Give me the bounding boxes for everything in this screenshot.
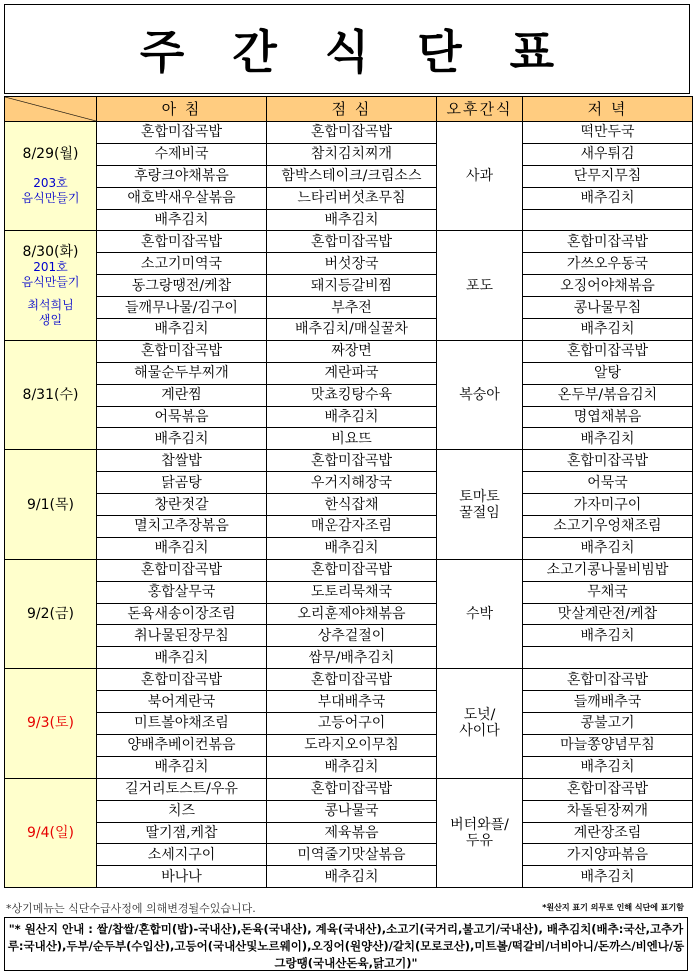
lunch-item: 비요뜨	[267, 428, 437, 450]
menu-row	[5, 494, 693, 516]
breakfast-item: 창란젓갈	[97, 494, 267, 516]
lunch-item: 혼합미잡곡밥	[267, 778, 437, 800]
lunch-item: 배추김치	[267, 756, 437, 778]
breakfast-item: 해물순두부찌개	[97, 362, 267, 384]
menu-row	[5, 122, 693, 144]
lunch-item: 고등어구이	[267, 713, 437, 735]
breakfast-item: 멸치고추장볶음	[97, 516, 267, 538]
breakfast-item: 미트볼야채조림	[97, 713, 267, 735]
breakfast-item: 후랑크야채볶음	[97, 165, 267, 187]
lunch-item: 도라지오이무침	[267, 734, 437, 756]
dinner-item: 새우튀김	[523, 143, 693, 165]
breakfast-item: 혼합미잡곡밥	[97, 669, 267, 691]
dinner-item: 배추김치	[523, 866, 693, 888]
snack-cell: 토마토 꿀절임	[437, 450, 523, 559]
lunch-item: 미역줄기맛살볶음	[267, 844, 437, 866]
dinner-item: 떡만두국	[523, 122, 693, 144]
dinner-item: 온두부/볶음김치	[523, 384, 693, 406]
menu-row	[5, 209, 693, 231]
lunch-item: 혼합미잡곡밥	[267, 122, 437, 144]
lunch-item: 버섯장국	[267, 253, 437, 275]
day-note: 최석희님	[27, 297, 74, 312]
lunch-item: 혼합미잡곡밥	[267, 669, 437, 691]
snack-cell: 포도	[437, 231, 523, 340]
menu-row	[5, 340, 693, 362]
menu-row	[5, 362, 693, 384]
dinner-item: 마늘쫑양념무침	[523, 734, 693, 756]
menu-row	[5, 428, 693, 450]
menu-row	[5, 406, 693, 428]
dinner-item: 배추김치	[523, 625, 693, 647]
lunch-item: 참치김치찌개	[267, 143, 437, 165]
menu-row	[5, 559, 693, 581]
day-note: 음식만들기	[21, 274, 80, 289]
lunch-item: 느타리버섯초무침	[267, 187, 437, 209]
menu-row	[5, 231, 693, 253]
breakfast-item: 혼합미잡곡밥	[97, 559, 267, 581]
menu-row	[5, 253, 693, 275]
day-cell	[5, 778, 97, 887]
breakfast-item: 소세지구이	[97, 844, 267, 866]
dinner-item: 배추김치	[523, 428, 693, 450]
lunch-item: 도토리묵채국	[267, 581, 437, 603]
corner-cell	[5, 97, 97, 122]
day-cell	[5, 669, 97, 778]
breakfast-item: 홍합살무국	[97, 581, 267, 603]
day-date: 9/2(금)	[27, 606, 74, 623]
page-title: 주간식단표	[139, 25, 603, 79]
menu-row	[5, 319, 693, 341]
menu-row	[5, 165, 693, 187]
lunch-item: 한식잡채	[267, 494, 437, 516]
dinner-item: 단무지무침	[523, 165, 693, 187]
day-note: 음식만들기	[21, 191, 80, 206]
dinner-item: 계란장조림	[523, 822, 693, 844]
menu-page	[4, 4, 690, 970]
breakfast-item: 돈육새송이장조림	[97, 603, 267, 625]
day-date: 8/30(화)	[22, 243, 79, 260]
menu-row	[5, 734, 693, 756]
day-note: 201호	[33, 259, 68, 274]
dinner-item	[523, 209, 693, 231]
dinner-item: 맛살계란전/케찹	[523, 603, 693, 625]
breakfast-item: 닭곰탕	[97, 472, 267, 494]
breakfast-item: 배추김치	[97, 319, 267, 341]
dinner-item: 들깨배추국	[523, 691, 693, 713]
breakfast-item: 양배추베이컨볶음	[97, 734, 267, 756]
dinner-item: 혼합미잡곡밥	[523, 340, 693, 362]
day-cell	[5, 340, 97, 449]
footer-disclaimer: *상기메뉴는 식단수급사정에 의해변경될수있습니다.	[6, 902, 256, 915]
breakfast-item: 북어계란국	[97, 691, 267, 713]
dinner-item: 혼합미잡곡밥	[523, 450, 693, 472]
dinner-item: 오징어야채볶음	[523, 275, 693, 297]
menu-row	[5, 822, 693, 844]
breakfast-item: 길거리토스트/우유	[97, 778, 267, 800]
dinner-item: 콩불고기	[523, 713, 693, 735]
lunch-item: 배추김치	[267, 209, 437, 231]
lunch-item: 오리훈제야채볶음	[267, 603, 437, 625]
lunch-item: 함박스테이크/크림소스	[267, 165, 437, 187]
day-date: 8/29(월)	[22, 146, 79, 163]
lunch-item: 제육볶음	[267, 822, 437, 844]
breakfast-item: 딸기잼,케찹	[97, 822, 267, 844]
menu-row	[5, 669, 693, 691]
dinner-item: 배추김치	[523, 319, 693, 341]
breakfast-item: 배추김치	[97, 647, 267, 669]
menu-row	[5, 516, 693, 538]
snack-cell: 수박	[437, 559, 523, 668]
breakfast-item: 배추김치	[97, 428, 267, 450]
breakfast-item: 배추김치	[97, 537, 267, 559]
lunch-item: 배추김치	[267, 866, 437, 888]
dinner-item: 콩나물무침	[523, 297, 693, 319]
breakfast-item: 혼합미잡곡밥	[97, 340, 267, 362]
menu-row	[5, 713, 693, 735]
dinner-item: 가자미구이	[523, 494, 693, 516]
breakfast-item: 계란찜	[97, 384, 267, 406]
menu-row	[5, 537, 693, 559]
menu-row	[5, 647, 693, 669]
menu-row	[5, 275, 693, 297]
breakfast-item: 애호박새우살볶음	[97, 187, 267, 209]
day-cell	[5, 559, 97, 668]
day-date: 9/1(목)	[27, 496, 74, 513]
lunch-item: 돼지등갈비찜	[267, 275, 437, 297]
title-box	[4, 4, 690, 94]
day-note	[5, 290, 96, 298]
breakfast-item: 수제비국	[97, 143, 267, 165]
lunch-item: 혼합미잡곡밥	[267, 559, 437, 581]
menu-row	[5, 581, 693, 603]
lunch-item: 우거지해장국	[267, 472, 437, 494]
breakfast-item: 혼합미잡곡밥	[97, 231, 267, 253]
dinner-item: 명엽채볶음	[523, 406, 693, 428]
lunch-item: 부추전	[267, 297, 437, 319]
lunch-item: 상추겉절이	[267, 625, 437, 647]
menu-row	[5, 384, 693, 406]
lunch-item: 짜장면	[267, 340, 437, 362]
dinner-item: 소고기콩나물비빔밥	[523, 559, 693, 581]
dinner-item: 가쓰오우동국	[523, 253, 693, 275]
snack-cell: 버터와플/ 두유	[437, 778, 523, 887]
menu-row	[5, 756, 693, 778]
dinner-item: 배추김치	[523, 187, 693, 209]
dinner-item: 혼합미잡곡밥	[523, 669, 693, 691]
breakfast-item: 취나물된장무침	[97, 625, 267, 647]
day-cell	[5, 122, 97, 231]
footer-line	[4, 897, 690, 917]
menu-row	[5, 297, 693, 319]
dinner-item: 배추김치	[523, 537, 693, 559]
snack-cell: 복숭아	[437, 340, 523, 449]
menu-row	[5, 472, 693, 494]
breakfast-item: 배추김치	[97, 756, 267, 778]
lunch-item: 혼합미잡곡밥	[267, 231, 437, 253]
dinner-item: 어묵국	[523, 472, 693, 494]
weekly-menu-table	[4, 96, 693, 888]
lunch-item: 콩나물국	[267, 800, 437, 822]
lunch-item: 배추김치/매실꿀차	[267, 319, 437, 341]
lunch-item: 계란파국	[267, 362, 437, 384]
menu-row	[5, 625, 693, 647]
dinner-item: 차돌된장찌개	[523, 800, 693, 822]
day-date: 9/4(일)	[27, 824, 74, 841]
header-breakfast: 아 침	[97, 97, 267, 122]
dinner-item: 가지양파볶음	[523, 844, 693, 866]
lunch-item: 혼합미잡곡밥	[267, 450, 437, 472]
day-note: 생일	[38, 312, 63, 327]
breakfast-item: 들깨무나물/김구이	[97, 297, 267, 319]
dinner-item: 소고기우엉채조림	[523, 516, 693, 538]
day-date: 9/3(토)	[27, 715, 74, 732]
breakfast-item: 동그랑땡전/케찹	[97, 275, 267, 297]
lunch-item: 배추김치	[267, 537, 437, 559]
lunch-item: 배추김치	[267, 406, 437, 428]
breakfast-item: 찹쌀밥	[97, 450, 267, 472]
breakfast-item: 혼합미잡곡밥	[97, 122, 267, 144]
lunch-item: 맛쵸킹탕수육	[267, 384, 437, 406]
breakfast-item: 소고기미역국	[97, 253, 267, 275]
menu-row	[5, 778, 693, 800]
dinner-item: 혼합미잡곡밥	[523, 231, 693, 253]
breakfast-item: 치즈	[97, 800, 267, 822]
day-cell	[5, 231, 97, 340]
header-row	[5, 97, 693, 122]
lunch-item: 매운감자조림	[267, 516, 437, 538]
menu-row	[5, 143, 693, 165]
header-dinner: 저 녁	[523, 97, 693, 122]
breakfast-item: 어묵볶음	[97, 406, 267, 428]
snack-cell: 사과	[437, 122, 523, 231]
breakfast-item: 바나나	[97, 866, 267, 888]
dinner-item	[523, 647, 693, 669]
menu-body	[5, 122, 693, 888]
dinner-item: 배추김치	[523, 756, 693, 778]
day-cell	[5, 450, 97, 559]
menu-row	[5, 800, 693, 822]
menu-row	[5, 866, 693, 888]
breakfast-item: 배추김치	[97, 209, 267, 231]
lunch-item: 쌈무/배추김치	[267, 647, 437, 669]
menu-row	[5, 691, 693, 713]
day-note: 203호	[33, 176, 68, 191]
day-date: 8/31(수)	[22, 387, 79, 404]
lunch-item: 부대배추국	[267, 691, 437, 713]
header-snack: 오후간식	[437, 97, 523, 122]
dinner-item: 혼합미잡곡밥	[523, 778, 693, 800]
dinner-item: 알탕	[523, 362, 693, 384]
menu-row	[5, 450, 693, 472]
menu-row	[5, 187, 693, 209]
footer-origin-note: *원산지 표기 의무로 인해 식단에 표기함	[542, 903, 684, 912]
snack-cell: 도넛/ 사이다	[437, 669, 523, 778]
origin-notice: "* 원산지 안내 : 쌀/찹쌀/혼합미(밥)-국내산),돈육(국내산), 계육(국내산),소고기(국거리,불고기/국내산), 배추김치(배추:국산,고추가루:국내산),두부/순두부(수입산),고등어(국내산및노르웨이),오징어(원양산)/갈치(모로코산),미트볼/떡갈비/너비아니/돈까스/비엔나/동그랑땡(국내산돈육,닭고기)"	[4, 917, 688, 971]
dinner-item: 무채국	[523, 581, 693, 603]
menu-row	[5, 603, 693, 625]
header-lunch: 점 심	[267, 97, 437, 122]
menu-row	[5, 844, 693, 866]
